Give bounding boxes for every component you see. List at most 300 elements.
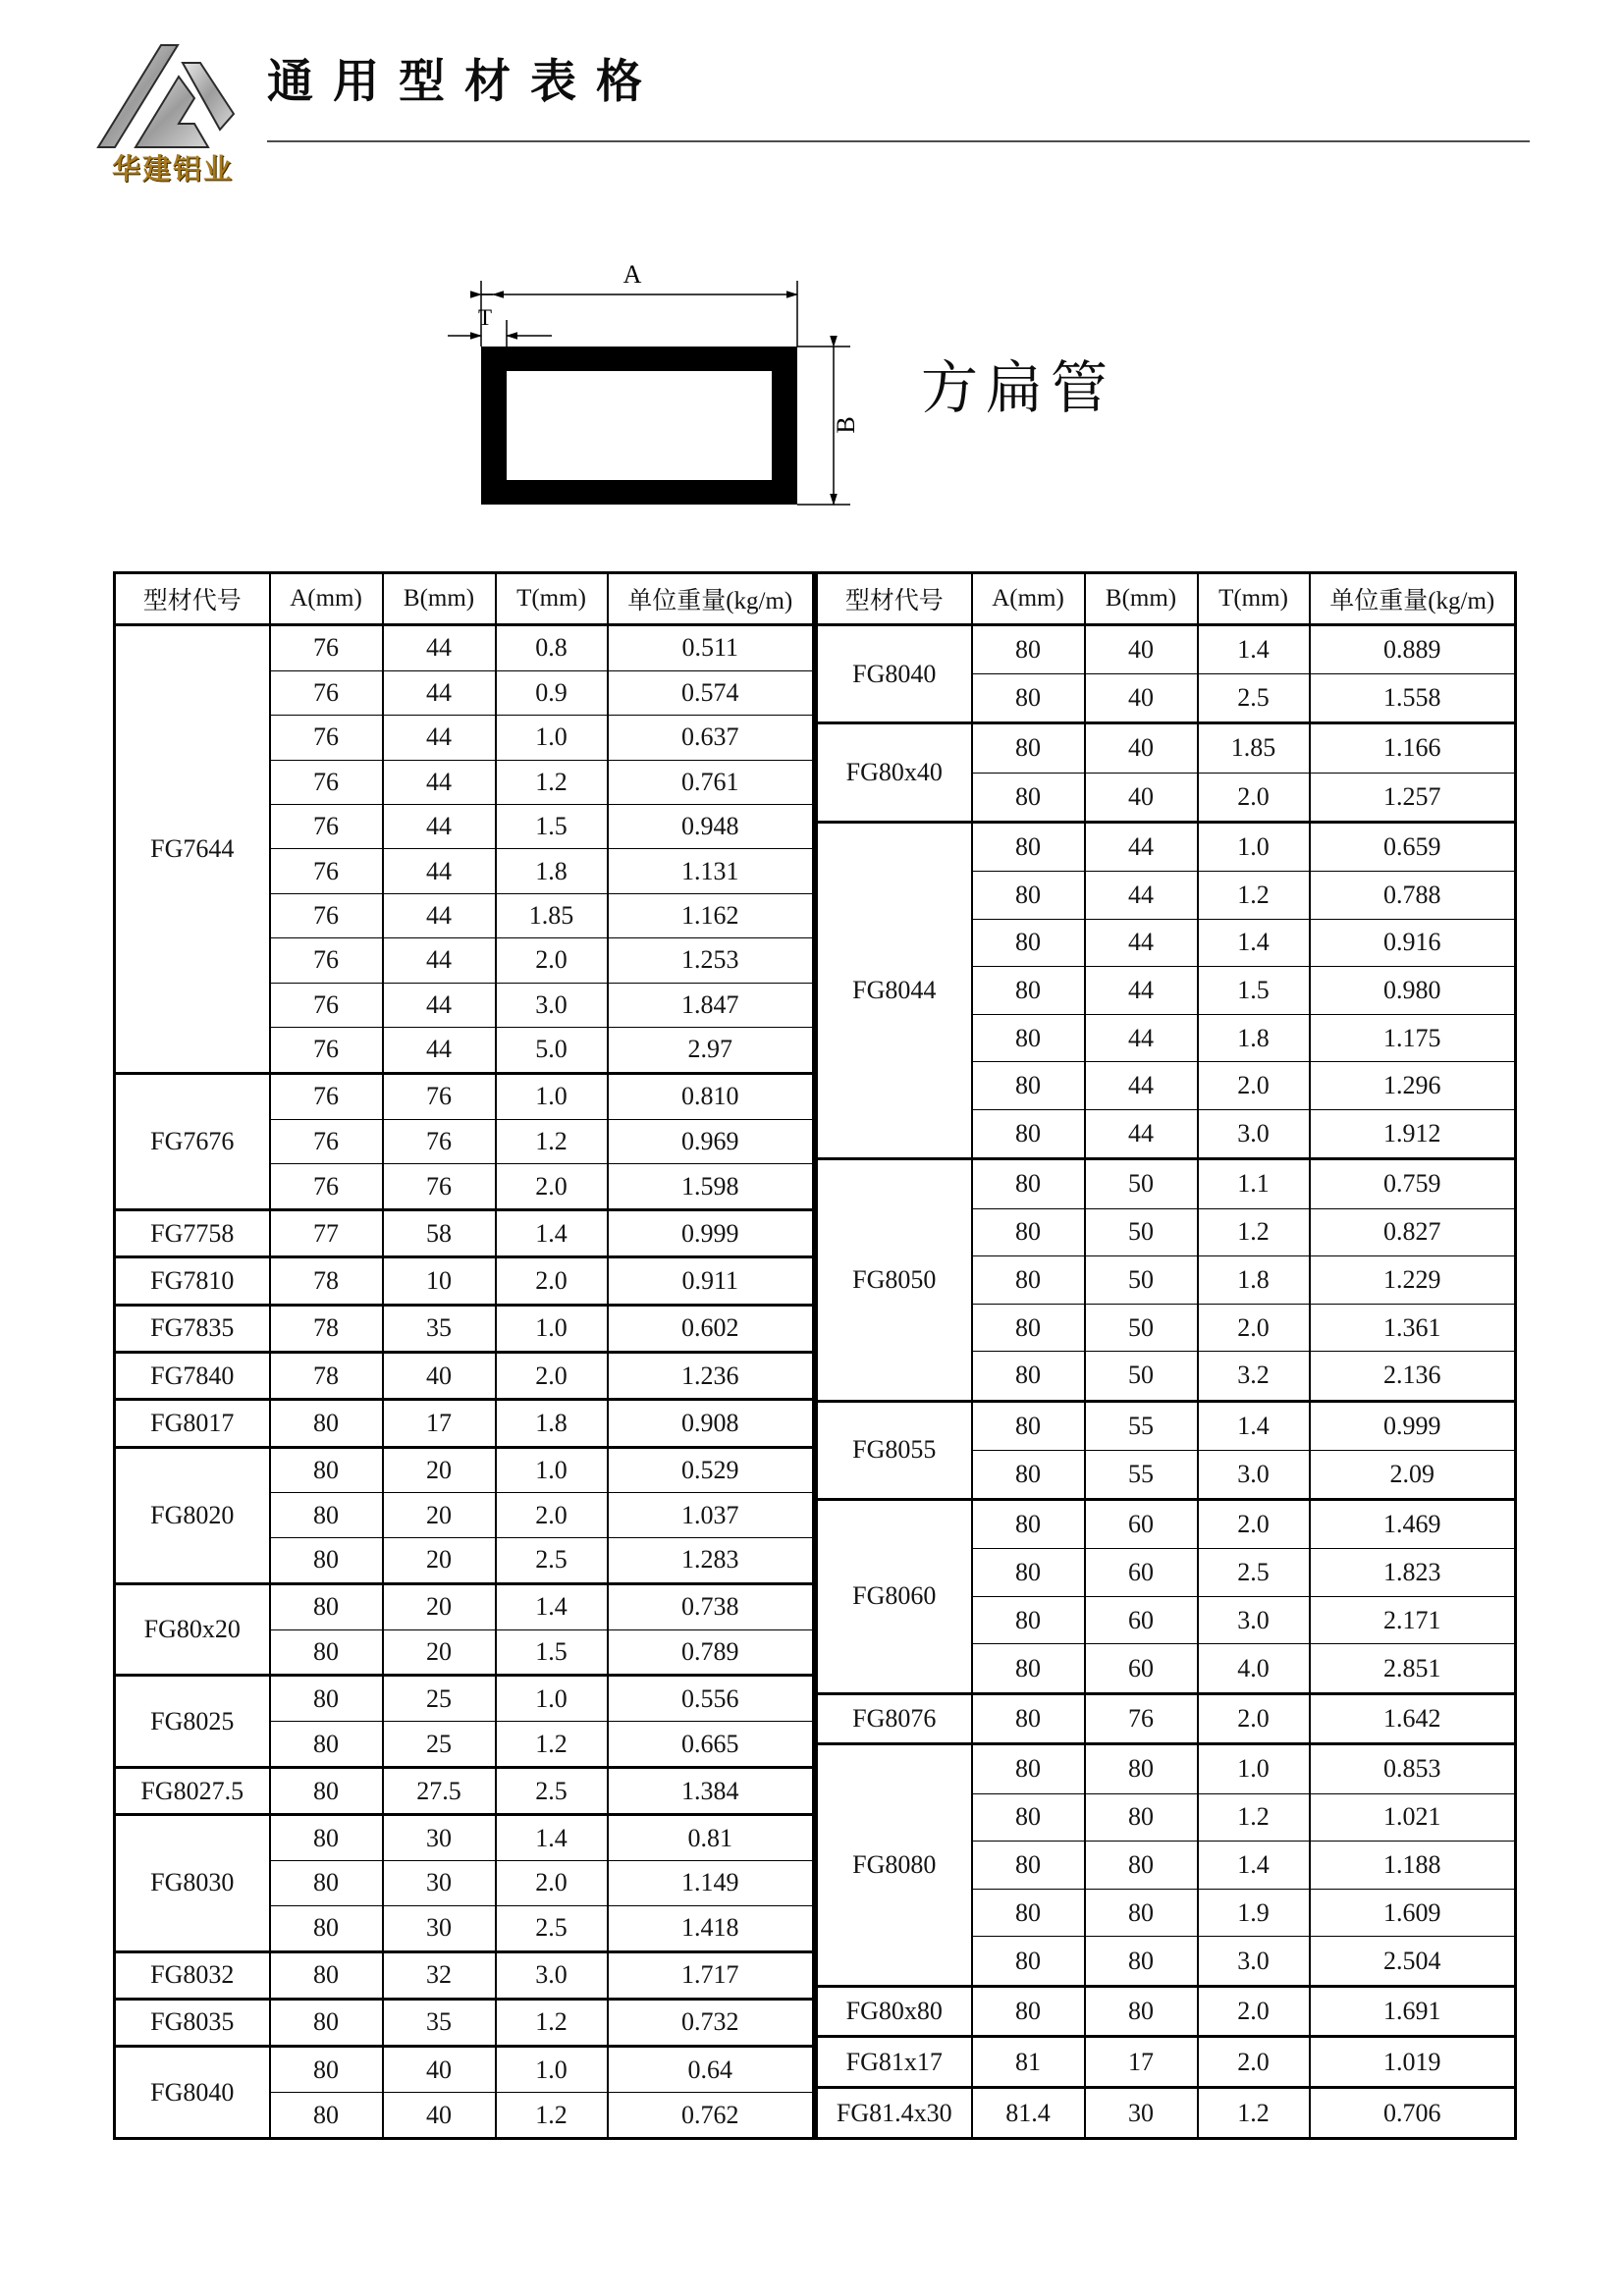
weight-value-cell: 1.019 [1310, 2037, 1516, 2088]
profile-code-cell: FG8017 [115, 1400, 270, 1447]
b-value-cell: 44 [383, 625, 496, 671]
b-value-cell: 17 [1085, 2037, 1198, 2088]
table-row [817, 723, 1516, 773]
weight-value-cell: 0.948 [608, 805, 814, 849]
weight-value-cell: 1.283 [608, 1537, 814, 1583]
b-value-cell: 80 [1085, 1842, 1198, 1890]
a-value-cell: 76 [270, 670, 383, 715]
a-value-cell: 76 [270, 716, 383, 760]
a-value-cell: 80 [972, 1644, 1085, 1693]
b-value-cell: 80 [1085, 1889, 1198, 1937]
weight-value-cell: 2.97 [608, 1027, 814, 1073]
weight-value-cell: 0.761 [608, 760, 814, 804]
weight-value-cell: 0.637 [608, 716, 814, 760]
t-value-cell: 2.0 [496, 1352, 608, 1399]
b-value-cell: 44 [383, 983, 496, 1027]
column-header: A(mm) [972, 573, 1085, 625]
table-row [817, 1159, 1516, 1208]
weight-value-cell: 1.188 [1310, 1842, 1516, 1890]
b-value-cell: 50 [1085, 1352, 1198, 1401]
profile-group [817, 625, 1516, 723]
weight-value-cell: 1.598 [608, 1164, 814, 1210]
profile-group [115, 625, 814, 1074]
profile-group [817, 1693, 1516, 1744]
table-row [115, 2047, 814, 2093]
t-value-cell: 1.0 [496, 716, 608, 760]
b-value-cell: 40 [1085, 625, 1198, 674]
weight-value-cell: 0.788 [1310, 871, 1516, 919]
a-value-cell: 80 [972, 1499, 1085, 1548]
b-value-cell: 76 [383, 1073, 496, 1119]
weight-value-cell: 0.529 [608, 1447, 814, 1493]
b-value-cell: 20 [383, 1537, 496, 1583]
profile-code-cell: FG7840 [115, 1352, 270, 1399]
b-value-cell: 40 [1085, 773, 1198, 822]
profile-group [115, 1676, 814, 1768]
t-value-cell: 1.2 [496, 2093, 608, 2139]
t-value-cell: 1.2 [1198, 871, 1310, 919]
t-value-cell: 1.4 [1198, 919, 1310, 967]
t-value-cell: 1.0 [496, 2047, 608, 2093]
b-value-cell: 35 [383, 1999, 496, 2046]
t-value-cell: 2.5 [496, 1768, 608, 1815]
weight-value-cell: 1.257 [1310, 773, 1516, 822]
t-value-cell: 1.4 [1198, 1842, 1310, 1890]
t-value-cell: 1.4 [496, 1209, 608, 1256]
column-header: T(mm) [1198, 573, 1310, 625]
a-value-cell: 80 [972, 1450, 1085, 1499]
profile-group [115, 1999, 814, 2046]
t-value-cell: 1.5 [1198, 967, 1310, 1015]
table-row [817, 625, 1516, 674]
t-value-cell: 1.0 [496, 1676, 608, 1722]
a-value-cell: 80 [972, 1937, 1085, 1986]
profile-group [817, 1499, 1516, 1693]
profile-group [817, 2037, 1516, 2088]
a-value-cell: 78 [270, 1305, 383, 1352]
b-value-cell: 20 [383, 1583, 496, 1629]
a-value-cell: 80 [270, 1861, 383, 1905]
profile-code-cell: FG8027.5 [115, 1768, 270, 1815]
t-value-cell: 1.8 [1198, 1014, 1310, 1062]
weight-value-cell: 1.691 [1310, 1986, 1516, 2037]
b-value-cell: 50 [1085, 1208, 1198, 1256]
t-value-cell: 0.8 [496, 625, 608, 671]
t-value-cell: 3.0 [496, 1951, 608, 1999]
b-value-cell: 40 [383, 2093, 496, 2139]
profile-code-cell: FG8025 [115, 1676, 270, 1768]
weight-value-cell: 0.827 [1310, 1208, 1516, 1256]
b-value-cell: 44 [1085, 822, 1198, 871]
weight-value-cell: 0.916 [1310, 919, 1516, 967]
profile-group [115, 1447, 814, 1583]
a-value-cell: 80 [270, 1905, 383, 1951]
b-value-cell: 80 [1085, 1744, 1198, 1793]
a-value-cell: 80 [972, 1986, 1085, 2037]
b-value-cell: 76 [1085, 1693, 1198, 1744]
b-value-cell: 30 [383, 1861, 496, 1905]
b-value-cell: 35 [383, 1305, 496, 1352]
column-header: 单位重量(kg/m) [1310, 573, 1516, 625]
a-value-cell: 80 [972, 1693, 1085, 1744]
profile-code-cell: FG8020 [115, 1447, 270, 1583]
weight-value-cell: 1.469 [1310, 1499, 1516, 1548]
table-row [817, 1401, 1516, 1450]
a-value-cell: 77 [270, 1209, 383, 1256]
t-value-cell: 1.2 [1198, 1793, 1310, 1842]
b-value-cell: 10 [383, 1257, 496, 1305]
weight-value-cell: 1.253 [608, 938, 814, 983]
weight-value-cell: 2.09 [1310, 1450, 1516, 1499]
b-value-cell: 44 [383, 760, 496, 804]
a-value-cell: 80 [972, 1208, 1085, 1256]
t-value-cell: 2.5 [496, 1905, 608, 1951]
b-value-cell: 58 [383, 1209, 496, 1256]
t-value-cell: 2.0 [496, 1164, 608, 1210]
t-value-cell: 1.8 [496, 849, 608, 893]
a-value-cell: 80 [972, 1256, 1085, 1305]
weight-value-cell: 1.823 [1310, 1549, 1516, 1597]
b-value-cell: 76 [383, 1164, 496, 1210]
a-value-cell: 80 [270, 1537, 383, 1583]
a-value-cell: 78 [270, 1352, 383, 1399]
t-value-cell: 3.0 [496, 983, 608, 1027]
b-value-cell: 32 [383, 1951, 496, 1999]
table-row [115, 1447, 814, 1493]
a-value-cell: 80 [972, 871, 1085, 919]
a-value-cell: 80 [972, 1159, 1085, 1208]
weight-value-cell: 2.171 [1310, 1596, 1516, 1644]
dim-label-A: A [622, 260, 642, 289]
profile-group [817, 723, 1516, 822]
profile-group [115, 1951, 814, 1999]
weight-value-cell: 1.912 [1310, 1110, 1516, 1159]
b-value-cell: 40 [1085, 723, 1198, 773]
b-value-cell: 44 [1085, 967, 1198, 1015]
weight-value-cell: 1.642 [1310, 1693, 1516, 1744]
b-value-cell: 30 [383, 1905, 496, 1951]
t-value-cell: 1.5 [496, 1629, 608, 1676]
b-value-cell: 40 [1085, 674, 1198, 723]
a-value-cell: 80 [972, 625, 1085, 674]
t-value-cell: 2.0 [496, 938, 608, 983]
title-divider [267, 140, 1530, 142]
t-value-cell: 1.2 [496, 760, 608, 804]
t-value-cell: 1.0 [496, 1073, 608, 1119]
a-value-cell: 80 [972, 1110, 1085, 1159]
profile-code-cell: FG8032 [115, 1951, 270, 1999]
profile-code-cell: FG7676 [115, 1073, 270, 1209]
table-row [817, 1499, 1516, 1548]
t-value-cell: 1.0 [1198, 1744, 1310, 1793]
weight-value-cell: 0.738 [608, 1583, 814, 1629]
t-value-cell: 3.0 [1198, 1596, 1310, 1644]
b-value-cell: 17 [383, 1400, 496, 1447]
weight-value-cell: 1.131 [608, 849, 814, 893]
a-value-cell: 80 [270, 2047, 383, 2093]
column-header: T(mm) [496, 573, 608, 625]
a-value-cell: 80 [270, 1676, 383, 1722]
profile-code-cell: FG7644 [115, 625, 270, 1074]
t-value-cell: 2.0 [496, 1257, 608, 1305]
profile-code-cell: FG81x17 [817, 2037, 972, 2088]
b-value-cell: 60 [1085, 1499, 1198, 1548]
b-value-cell: 27.5 [383, 1768, 496, 1815]
b-value-cell: 44 [383, 716, 496, 760]
weight-value-cell: 1.717 [608, 1951, 814, 1999]
t-value-cell: 3.0 [1198, 1937, 1310, 1986]
column-header: 型材代号 [817, 573, 972, 625]
b-value-cell: 50 [1085, 1304, 1198, 1352]
t-value-cell: 2.5 [1198, 674, 1310, 723]
spec-table-right [815, 571, 1517, 2140]
table-row [115, 1352, 814, 1399]
table-row [817, 2037, 1516, 2088]
profile-cross-section-diagram [412, 224, 962, 553]
weight-value-cell: 1.175 [1310, 1014, 1516, 1062]
b-value-cell: 44 [1085, 919, 1198, 967]
profile-group [115, 1209, 814, 1256]
weight-value-cell: 0.999 [608, 1209, 814, 1256]
b-value-cell: 55 [1085, 1450, 1198, 1499]
table-header [817, 573, 1516, 625]
a-value-cell: 80 [972, 1842, 1085, 1890]
profile-group [115, 1305, 814, 1352]
spec-table-left [113, 571, 815, 2140]
profile-group [817, 1986, 1516, 2037]
a-value-cell: 80 [270, 2093, 383, 2139]
profile-code-cell: FG8060 [817, 1499, 972, 1693]
t-value-cell: 1.4 [496, 1815, 608, 1861]
profile-group [115, 1400, 814, 1447]
weight-value-cell: 0.81 [608, 1815, 814, 1861]
a-value-cell: 80 [972, 1744, 1085, 1793]
weight-value-cell: 0.556 [608, 1676, 814, 1722]
profile-code-cell: FG8040 [115, 2047, 270, 2139]
b-value-cell: 76 [383, 1119, 496, 1163]
b-value-cell: 50 [1085, 1159, 1198, 1208]
t-value-cell: 1.0 [496, 1447, 608, 1493]
t-value-cell: 2.0 [496, 1861, 608, 1905]
column-header: B(mm) [383, 573, 496, 625]
page-title: 通用型材表格 [267, 57, 662, 108]
a-value-cell: 78 [270, 1257, 383, 1305]
profile-code-cell: FG8076 [817, 1693, 972, 1744]
b-value-cell: 44 [1085, 1062, 1198, 1110]
t-value-cell: 1.0 [1198, 822, 1310, 871]
b-value-cell: 20 [383, 1447, 496, 1493]
table-row [817, 822, 1516, 871]
weight-value-cell: 1.418 [608, 1905, 814, 1951]
table-row [115, 1999, 814, 2046]
b-value-cell: 80 [1085, 1937, 1198, 1986]
a-value-cell: 76 [270, 849, 383, 893]
a-value-cell: 76 [270, 938, 383, 983]
a-value-cell: 80 [972, 1304, 1085, 1352]
a-value-cell: 80 [972, 674, 1085, 723]
weight-value-cell: 1.558 [1310, 674, 1516, 723]
profile-code-cell: FG7758 [115, 1209, 270, 1256]
profile-group [115, 1073, 814, 1209]
weight-value-cell: 0.602 [608, 1305, 814, 1352]
t-value-cell: 1.5 [496, 805, 608, 849]
weight-value-cell: 0.574 [608, 670, 814, 715]
a-value-cell: 80 [270, 1999, 383, 2046]
profile-group [115, 1768, 814, 1815]
profile-code-cell: FG7835 [115, 1305, 270, 1352]
weight-value-cell: 0.911 [608, 1257, 814, 1305]
profile-group [817, 822, 1516, 1159]
weight-value-cell: 2.851 [1310, 1644, 1516, 1693]
t-value-cell: 2.5 [496, 1537, 608, 1583]
b-value-cell: 44 [1085, 871, 1198, 919]
a-value-cell: 80 [270, 1583, 383, 1629]
t-value-cell: 2.0 [1198, 1693, 1310, 1744]
weight-value-cell: 2.504 [1310, 1937, 1516, 1986]
t-value-cell: 1.4 [1198, 625, 1310, 674]
a-value-cell: 76 [270, 1164, 383, 1210]
a-value-cell: 80 [270, 1768, 383, 1815]
weight-value-cell: 1.609 [1310, 1889, 1516, 1937]
profile-group [817, 2088, 1516, 2139]
weight-value-cell: 1.037 [608, 1493, 814, 1537]
table-row [115, 1676, 814, 1722]
t-value-cell: 3.2 [1198, 1352, 1310, 1401]
a-value-cell: 76 [270, 893, 383, 937]
b-value-cell: 44 [383, 893, 496, 937]
t-value-cell: 2.0 [1198, 1304, 1310, 1352]
a-value-cell: 76 [270, 760, 383, 804]
table-row [115, 1209, 814, 1256]
t-value-cell: 1.85 [1198, 723, 1310, 773]
weight-value-cell: 1.384 [608, 1768, 814, 1815]
table-row [115, 1951, 814, 1999]
t-value-cell: 2.5 [1198, 1549, 1310, 1597]
t-value-cell: 5.0 [496, 1027, 608, 1073]
b-value-cell: 80 [1085, 1793, 1198, 1842]
a-value-cell: 80 [972, 1062, 1085, 1110]
weight-value-cell: 1.021 [1310, 1793, 1516, 1842]
t-value-cell: 1.8 [1198, 1256, 1310, 1305]
column-header: A(mm) [270, 573, 383, 625]
b-value-cell: 50 [1085, 1256, 1198, 1305]
company-name: 华建铝业 [111, 154, 234, 186]
t-value-cell: 4.0 [1198, 1644, 1310, 1693]
weight-value-cell: 2.136 [1310, 1352, 1516, 1401]
weight-value-cell: 0.64 [608, 2047, 814, 2093]
a-value-cell: 76 [270, 805, 383, 849]
t-value-cell: 1.4 [1198, 1401, 1310, 1450]
weight-value-cell: 1.229 [1310, 1256, 1516, 1305]
t-value-cell: 1.1 [1198, 1159, 1310, 1208]
t-value-cell: 1.2 [496, 1722, 608, 1768]
a-value-cell: 80 [270, 1447, 383, 1493]
weight-value-cell: 0.969 [608, 1119, 814, 1163]
a-value-cell: 80 [972, 723, 1085, 773]
a-value-cell: 76 [270, 1119, 383, 1163]
dim-label-T: T [477, 305, 493, 330]
dim-label-B: B [832, 416, 860, 434]
table-row [817, 1693, 1516, 1744]
table-row [817, 2088, 1516, 2139]
a-value-cell: 80 [270, 1400, 383, 1447]
b-value-cell: 44 [1085, 1110, 1198, 1159]
profile-code-cell: FG80x40 [817, 723, 972, 822]
profile-group [115, 1352, 814, 1399]
weight-value-cell: 1.361 [1310, 1304, 1516, 1352]
profile-code-cell: FG8040 [817, 625, 972, 723]
product-name: 方扁管 [921, 356, 1116, 420]
profile-code-cell: FG80x20 [115, 1583, 270, 1676]
t-value-cell: 1.2 [496, 1999, 608, 2046]
t-value-cell: 1.9 [1198, 1889, 1310, 1937]
a-value-cell: 81.4 [972, 2088, 1085, 2139]
profile-code-cell: FG81.4x30 [817, 2088, 972, 2139]
a-value-cell: 76 [270, 1073, 383, 1119]
a-value-cell: 80 [270, 1951, 383, 1999]
b-value-cell: 44 [383, 849, 496, 893]
profile-group [115, 1815, 814, 1951]
table-row [817, 1744, 1516, 1793]
t-value-cell: 1.2 [496, 1119, 608, 1163]
weight-value-cell: 0.789 [608, 1629, 814, 1676]
company-logo [84, 41, 261, 151]
t-value-cell: 0.9 [496, 670, 608, 715]
tube-bore [507, 371, 772, 480]
b-value-cell: 60 [1085, 1596, 1198, 1644]
a-value-cell: 80 [972, 1352, 1085, 1401]
column-header: 型材代号 [115, 573, 270, 625]
table-row [817, 1986, 1516, 2037]
profile-group [115, 1583, 814, 1676]
b-value-cell: 60 [1085, 1549, 1198, 1597]
b-value-cell: 40 [383, 1352, 496, 1399]
a-value-cell: 80 [270, 1722, 383, 1768]
column-header: 单位重量(kg/m) [608, 573, 814, 625]
profile-code-cell: FG8080 [817, 1744, 972, 1986]
table-row [115, 1257, 814, 1305]
a-value-cell: 76 [270, 983, 383, 1027]
t-value-cell: 2.0 [1198, 773, 1310, 822]
t-value-cell: 1.0 [496, 1305, 608, 1352]
a-value-cell: 80 [270, 1815, 383, 1861]
a-value-cell: 76 [270, 625, 383, 671]
weight-value-cell: 0.908 [608, 1400, 814, 1447]
b-value-cell: 44 [383, 1027, 496, 1073]
t-value-cell: 1.8 [496, 1400, 608, 1447]
b-value-cell: 60 [1085, 1644, 1198, 1693]
profile-group [115, 1257, 814, 1305]
weight-value-cell: 1.236 [608, 1352, 814, 1399]
weight-value-cell: 0.853 [1310, 1744, 1516, 1793]
a-value-cell: 80 [972, 1596, 1085, 1644]
b-value-cell: 20 [383, 1493, 496, 1537]
a-value-cell: 80 [270, 1493, 383, 1537]
profile-code-cell: FG8055 [817, 1401, 972, 1499]
table-row [115, 1815, 814, 1861]
b-value-cell: 44 [1085, 1014, 1198, 1062]
t-value-cell: 1.4 [496, 1583, 608, 1629]
weight-value-cell: 0.889 [1310, 625, 1516, 674]
b-value-cell: 44 [383, 938, 496, 983]
weight-value-cell: 1.847 [608, 983, 814, 1027]
weight-value-cell: 0.762 [608, 2093, 814, 2139]
profile-code-cell: FG8050 [817, 1159, 972, 1401]
column-header: B(mm) [1085, 573, 1198, 625]
b-value-cell: 30 [383, 1815, 496, 1861]
weight-value-cell: 1.166 [1310, 723, 1516, 773]
t-value-cell: 1.85 [496, 893, 608, 937]
